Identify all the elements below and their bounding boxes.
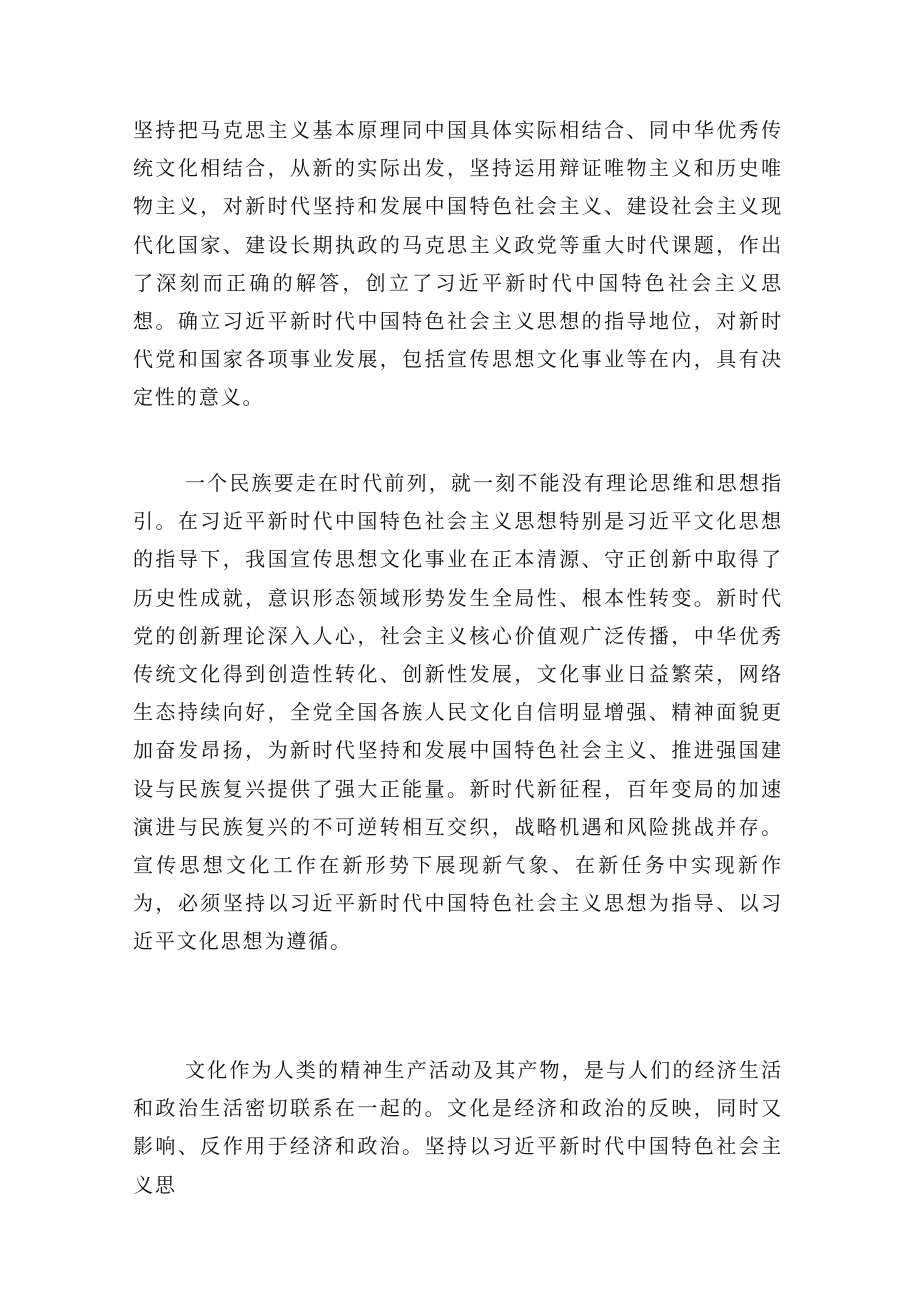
body-paragraph-1: 坚持把马克思主义基本原理同中国具体实际相结合、同中华优秀传统文化相结合，从新的实际出发，坚持运用辩证唯物主义和历史唯物主义，对新时代坚持和发展中国特色社会主义、建设社会主义现代化国家、建设长期执政的马克思主义政党等重大时代课题，作出了深刻而正确的解答，创立了习近平新时代中国特色社会主义思想。确立习近平新时代中国特色社会主义思想的指导地位，对新时代党和国家各项事业发展，包括宣传思想文化事业等在内，具有决定性的意义。 — [133, 118, 783, 410]
body-paragraph-2: 一个民族要走在时代前列，就一刻不能没有理论思维和思想指引。在习近平新时代中国特色社会主义思想特别是习近平文化思想的指导下，我国宣传思想文化事业在正本清源、守正创新中取得了历史性成就，意识形态领域形势发生全局性、根本性转变。新时代党的创新理论深入人心，社会主义核心价值观广泛传播，中华优秀传统文化得到创造性转化、创新性发展，文化事业日益繁荣，网络生态持续向好，全党全国各族人民文化自信明显增强、精神面貌更加奋发昂扬，为新时代坚持和发展中国特色社会主义、推进强国建设与民族复兴提供了强大正能量。新时代新征程，百年变局的加速演进与民族复兴的不可逆转相互交织，战略机遇和风险挑战并存。宣传思想文化工作在新形势下展现新气象、在新任务中实现新作为，必须坚持以习近平新时代中国特色社会主义思想为指导、以习近平文化思想为遵循。 — [133, 471, 783, 954]
body-paragraph-3: 文化作为人类的精神生产活动及其产物，是与人们的经济生活和政治生活密切联系在一起的。文化是经济和政治的反映，同时又影响、反作用于经济和政治。坚持以习近平新时代中国特色社会主义思 — [133, 1058, 783, 1197]
